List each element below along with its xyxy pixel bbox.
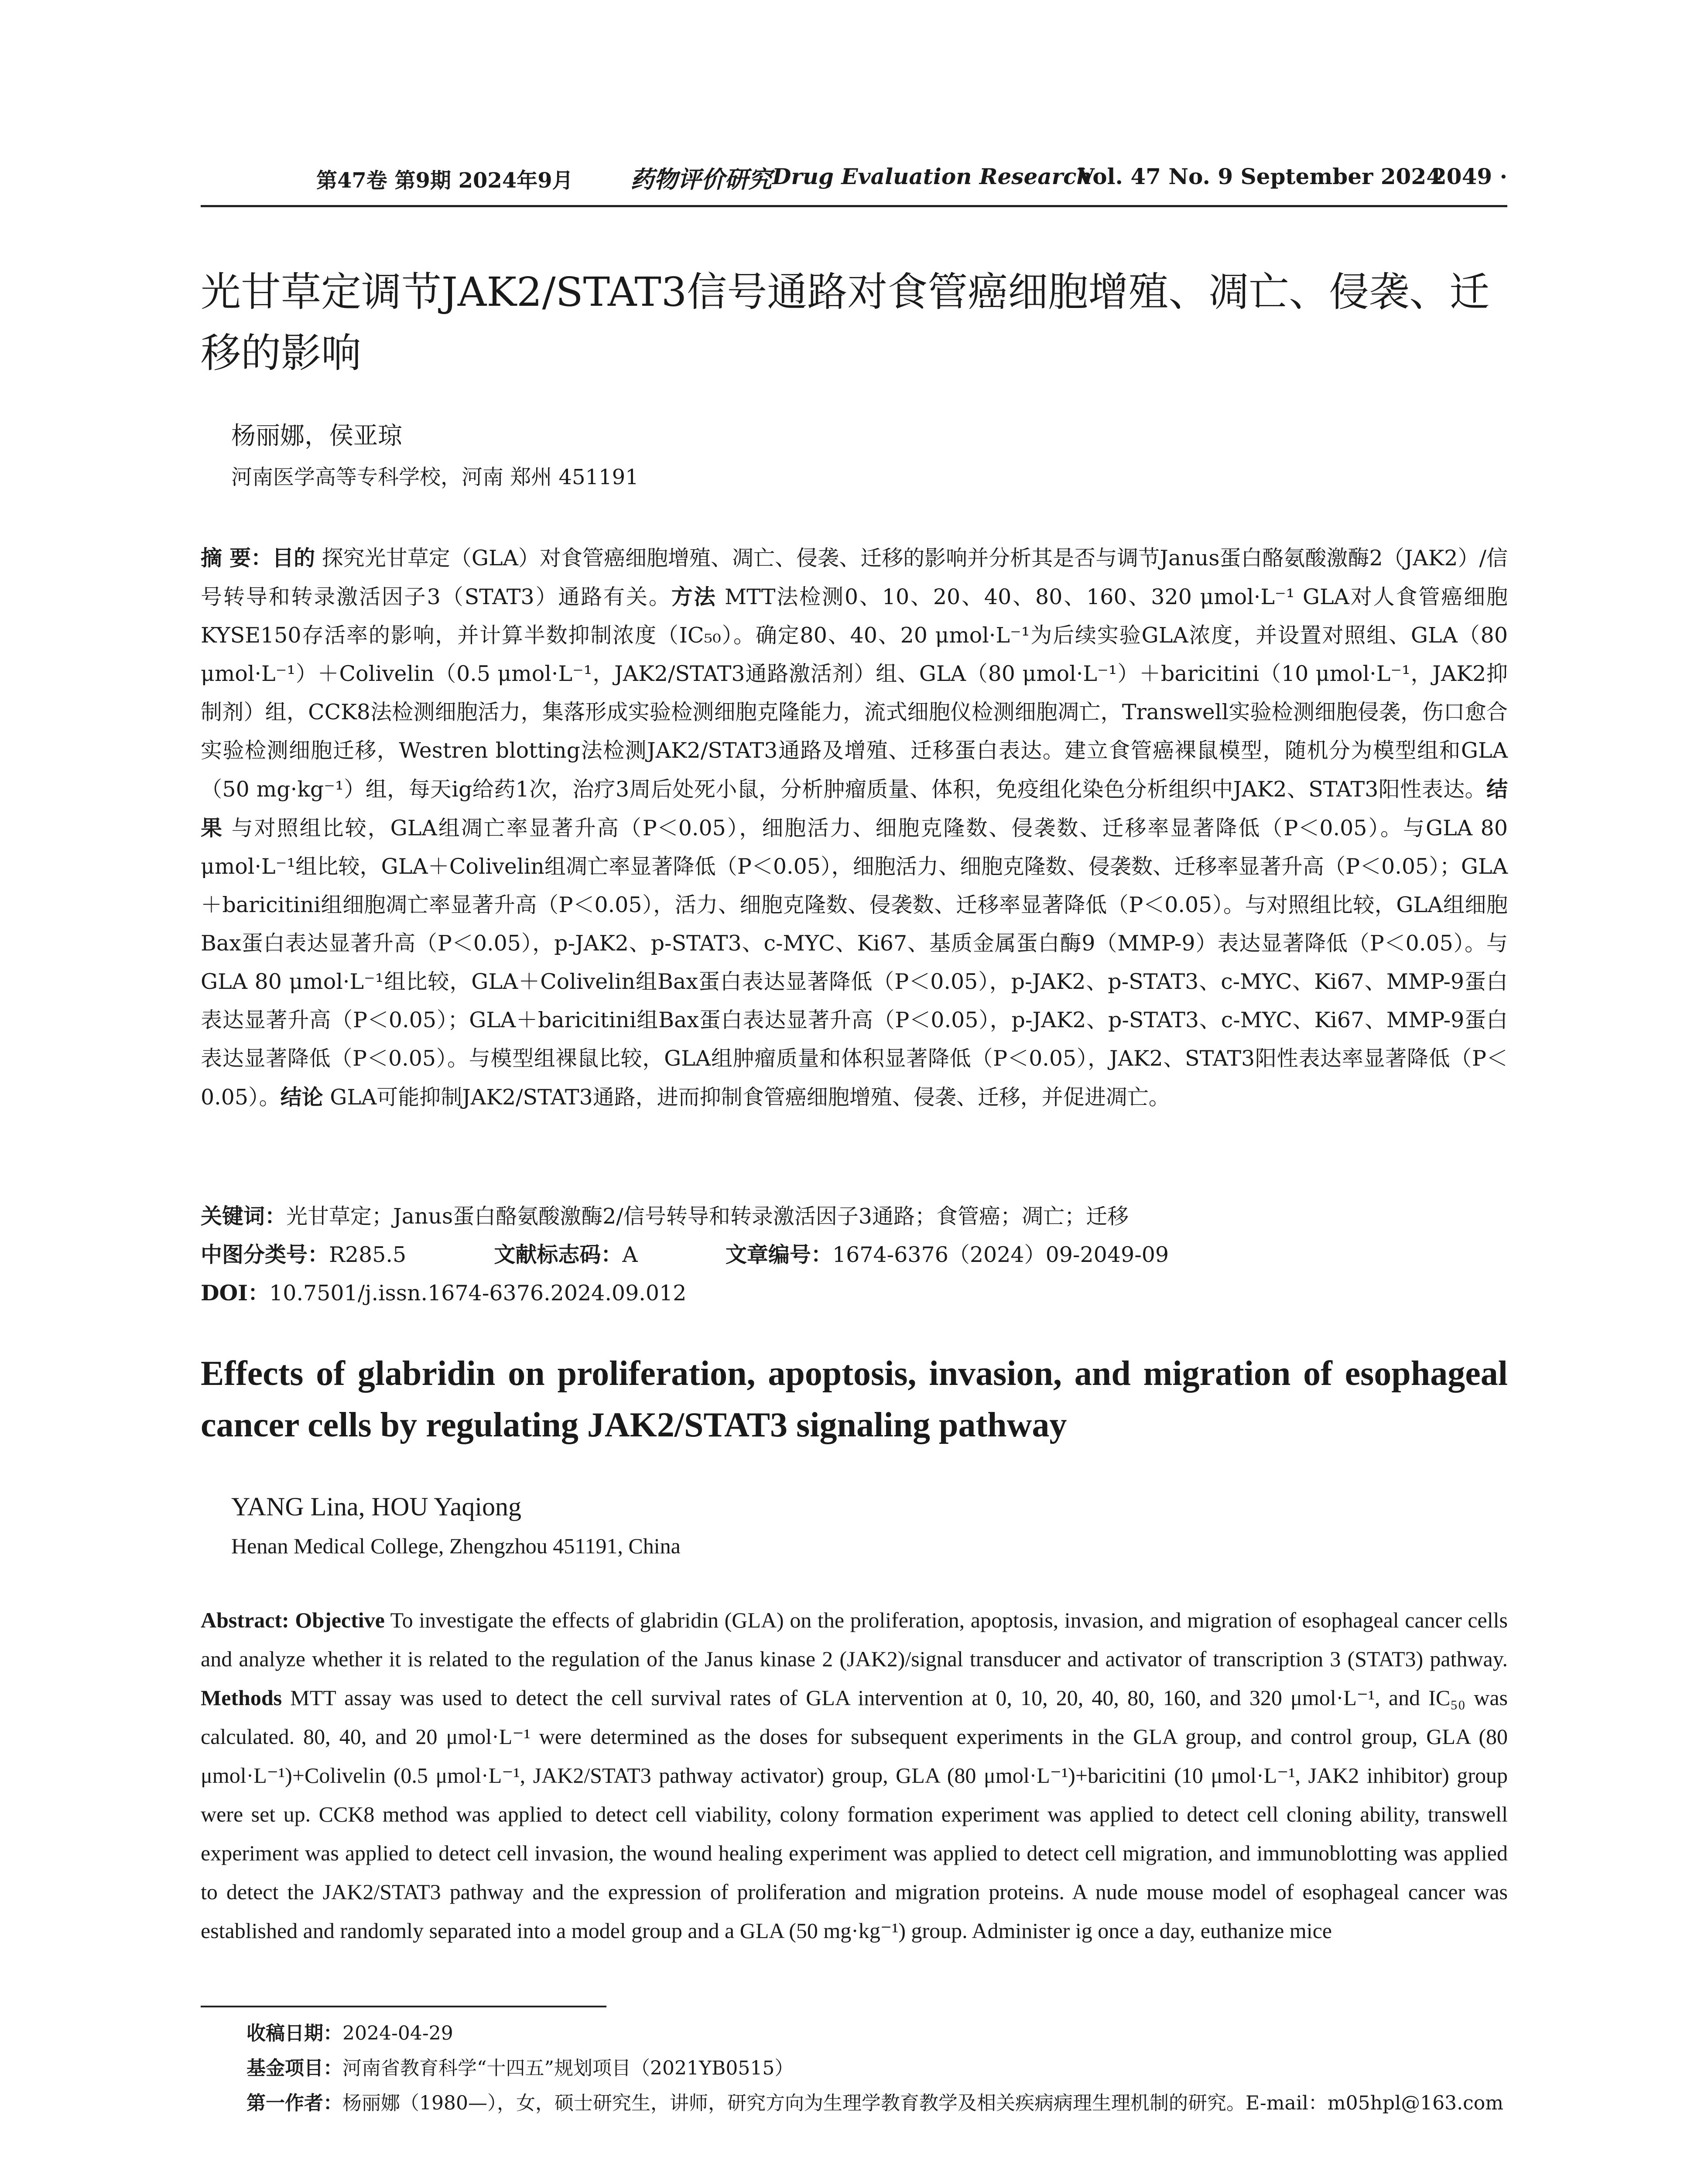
en-methods-label: Methods bbox=[201, 1685, 282, 1710]
en-objective-text: To investigate the effects of glabridin (GLA) on the proliferation, apoptosis, invasion, and migration of esophageal cancer cells and analyze whether it is related to the regulation of the Janus kinase 2 (JAK2)/signal transducer and activator of transcription 3 (STAT3) pathway. bbox=[201, 1608, 1508, 1671]
en-abstract-label: Abstract: bbox=[201, 1608, 289, 1632]
en-objective-label: Objective bbox=[295, 1608, 385, 1632]
cn-abstract-label: 摘 要： bbox=[201, 545, 273, 571]
cn-abstract-objective: 探究光甘草定（GLA）对食管癌细胞增殖、凋亡、侵袭、迁移的影响并分析其是否与调节Janus蛋白酪氨酸激酶2（JAK2）/信号转导和转录激活因子3（STAT3）通路有关。 bbox=[201, 546, 1508, 609]
header-volume-cn: 第47卷 第9期 2024年9月 bbox=[316, 168, 573, 193]
en-authors: YANG Lina, HOU Yaqiong bbox=[231, 1492, 522, 1521]
article-number-label: 文章编号： bbox=[725, 1242, 832, 1267]
cn-abstract-key-objective: 目的 bbox=[272, 545, 315, 571]
cn-authors: 杨丽娜，侯亚琼 bbox=[231, 422, 402, 450]
footnote-text: 2024-04-29 bbox=[342, 2022, 453, 2044]
cn-title: 光甘草定调节JAK2/STAT3信号通路对食管癌细胞增殖、凋亡、侵袭、迁移的影响 bbox=[201, 269, 1490, 376]
cn-abstract bbox=[201, 539, 1508, 1117]
cn-keywords-text: 光甘草定；Janus蛋白酪氨酸激酶2/信号转导和转录激活因子3通路；食管癌；凋亡；迁移 bbox=[286, 1204, 1129, 1229]
footnote-text: 河南省教育科学“十四五”规划项目（2021YB0515） bbox=[342, 2057, 794, 2079]
cn-abstract-key-conclusion: 结论 bbox=[280, 1084, 323, 1110]
cn-classification-line bbox=[201, 1238, 1169, 1268]
running-header bbox=[201, 164, 1507, 207]
footnote-received bbox=[246, 2017, 453, 2045]
cn-abstract-results: 与对照组比较，GLA组凋亡率显著升高（P＜0.05），细胞活力、细胞克隆数、侵袭数、迁移率显著降低（P＜0.05）。与GLA 80 μmol·L⁻¹组比较，GLA＋Colivelin组凋亡率显著降低（P＜0.05），细胞活力、细胞克隆数、侵袭数、迁移率显著升高（P＜0.05）；GLA＋baricitini组细胞凋亡率显著升高（P＜0.05），活力、细胞克隆数、侵袭数、迁移率显著降低（P＜0.05）。与对照组比较，GLA组细胞Bax蛋白表达显著升高（P＜0.05），p-JAK2、p-STAT3、c-MYC、Ki67、基质金属蛋白酶9（MMP-9）表达显著降低（P＜0.05）。与GLA 80 μmol·L⁻¹组比较，GLA＋Colivelin组Bax蛋白表达显著降低（P＜0.05），p-JAK2、p-STAT3、c-MYC、Ki67、MMP-9蛋白表达显著升高（P＜0.05）；GLA＋baricitini组Bax蛋白表达显著升高（P＜0.05），p-JAK2、p-STAT3、c-MYC、Ki67、MMP-9蛋白表达显著降低（P＜0.05）。与模型组裸鼠比较，GLA组肿瘤质量和体积显著降低（P＜0.05），JAK2、STAT3阳性表达率显著降低（P＜0.05）。 bbox=[201, 816, 1508, 1110]
header-page-number: · 2049 · bbox=[1416, 164, 1507, 189]
cn-abstract-methods: MTT法检测0、10、20、40、80、160、320 μmol·L⁻¹ GLA对人食管癌细胞KYSE150存活率的影响，并计算半数抑制浓度（IC₅₀）。确定80、40、20 μmol·L⁻¹为后续实验GLA浓度，并设置对照组、GLA（80 μmol·L⁻¹）＋Colivelin（0.5 μmol·L⁻¹，JAK2/STAT3通路激活剂）组、GLA（80 μmol·L⁻¹）＋baricitini（10 μmol·L⁻¹，JAK2抑制剂）组，CCK8法检测细胞活力，集落形成实验检测细胞克隆能力，流式细胞仪检测细胞凋亡，Transwell实验检测细胞侵袭，伤口愈合实验检测细胞迁移，Westren blotting法检测JAK2/STAT3通路及增殖、迁移蛋白表达。建立食管癌裸鼠模型，随机分为模型组和GLA（50 mg·kg⁻¹）组，每天ig给药1次，治疗3周后处死小鼠，分析肿瘤质量、体积，免疫组化染色分析组织中JAK2、STAT3阳性表达。 bbox=[201, 585, 1508, 802]
cn-affiliation: 河南医学高等专科学校，河南 郑州 451191 bbox=[231, 465, 639, 489]
clc-value: R285.5 bbox=[329, 1242, 407, 1267]
article-number-value: 1674-6376（2024）09-2049-09 bbox=[832, 1242, 1169, 1267]
clc-label: 中图分类号： bbox=[201, 1242, 329, 1267]
en-abstract bbox=[201, 1601, 1508, 1950]
cn-abstract-conclusion: GLA可能抑制JAK2/STAT3通路，进而抑制食管癌细胞增殖、侵袭、迁移，并促进凋亡。 bbox=[330, 1085, 1170, 1110]
cn-abstract-key-results: 结果 bbox=[201, 776, 1508, 841]
cn-keywords-label: 关键词： bbox=[201, 1203, 287, 1229]
cn-keywords bbox=[201, 1200, 1129, 1230]
header-journal-name: Drug Evaluation Research bbox=[772, 164, 1092, 189]
header-volume-en: Vol. 47 No. 9 September 2024 bbox=[1078, 164, 1441, 189]
doccode-value: A bbox=[622, 1242, 638, 1267]
doi-line bbox=[201, 1276, 686, 1307]
footnote-label: 收稿日期： bbox=[246, 2022, 342, 2044]
footnote-label: 第一作者： bbox=[246, 2092, 342, 2114]
en-affiliation: Henan Medical College, Zhengzhou 451191, China bbox=[231, 1534, 681, 1558]
footnote-rule bbox=[201, 2006, 606, 2007]
journal-logo: 药物评价研究 bbox=[630, 166, 772, 193]
footnote-text: 杨丽娜（1980—），女，硕士研究生，讲师，研究方向为生理学教育教学及相关疾病病理生理机制的研究。E-mail：m05hpl@163.com bbox=[342, 2092, 1503, 2114]
cn-abstract-key-methods: 方法 bbox=[671, 584, 717, 609]
doccode-label: 文献标志码： bbox=[494, 1242, 623, 1267]
en-title: Effects of glabridin on proliferation, apoptosis, invasion, and migration of esophageal cancer cells by regulating JAK2/STAT3 signaling pathway bbox=[201, 1354, 1508, 1444]
footnote-first-author bbox=[246, 2087, 1503, 2115]
doi-value: 10.7501/j.issn.1674-6376.2024.09.012 bbox=[269, 1281, 687, 1306]
doi-label: DOI： bbox=[201, 1280, 270, 1306]
footnote-funding bbox=[246, 2052, 794, 2080]
footnote-label: 基金项目： bbox=[246, 2057, 342, 2079]
en-methods-text: MTT assay was used to detect the cell survival rates of GLA intervention at 0, 10, 20, 40, 80, 160, and 320 μmol·L⁻¹, and IC₅₀ was calculated. 80, 40, and 20 μmol·L⁻¹ were determined as the doses for subsequent experiments in the GLA group, and control group, GLA (80 μmol·L⁻¹)+Colivelin (0.5 μmol·L⁻¹, JAK2/STAT3 pathway activator) group, GLA (80 μmol·L⁻¹)+baricitini (10 μmol·L⁻¹, JAK2 inhibitor) group were set up. CCK8 method was applied to detect cell viability, colony formation experiment was applied to detect cell cloning ability, transwell experiment was applied to detect cell invasion, the wound healing experiment was applied to detect cell migration, and immunoblotting was applied to detect the JAK2/STAT3 pathway and the expression of proliferation and migration proteins. A nude mouse model of esophageal cancer was established and randomly separated into a model group and a GLA (50 mg·kg⁻¹) group. Administer ig once a day, euthanize mice bbox=[201, 1685, 1508, 1943]
